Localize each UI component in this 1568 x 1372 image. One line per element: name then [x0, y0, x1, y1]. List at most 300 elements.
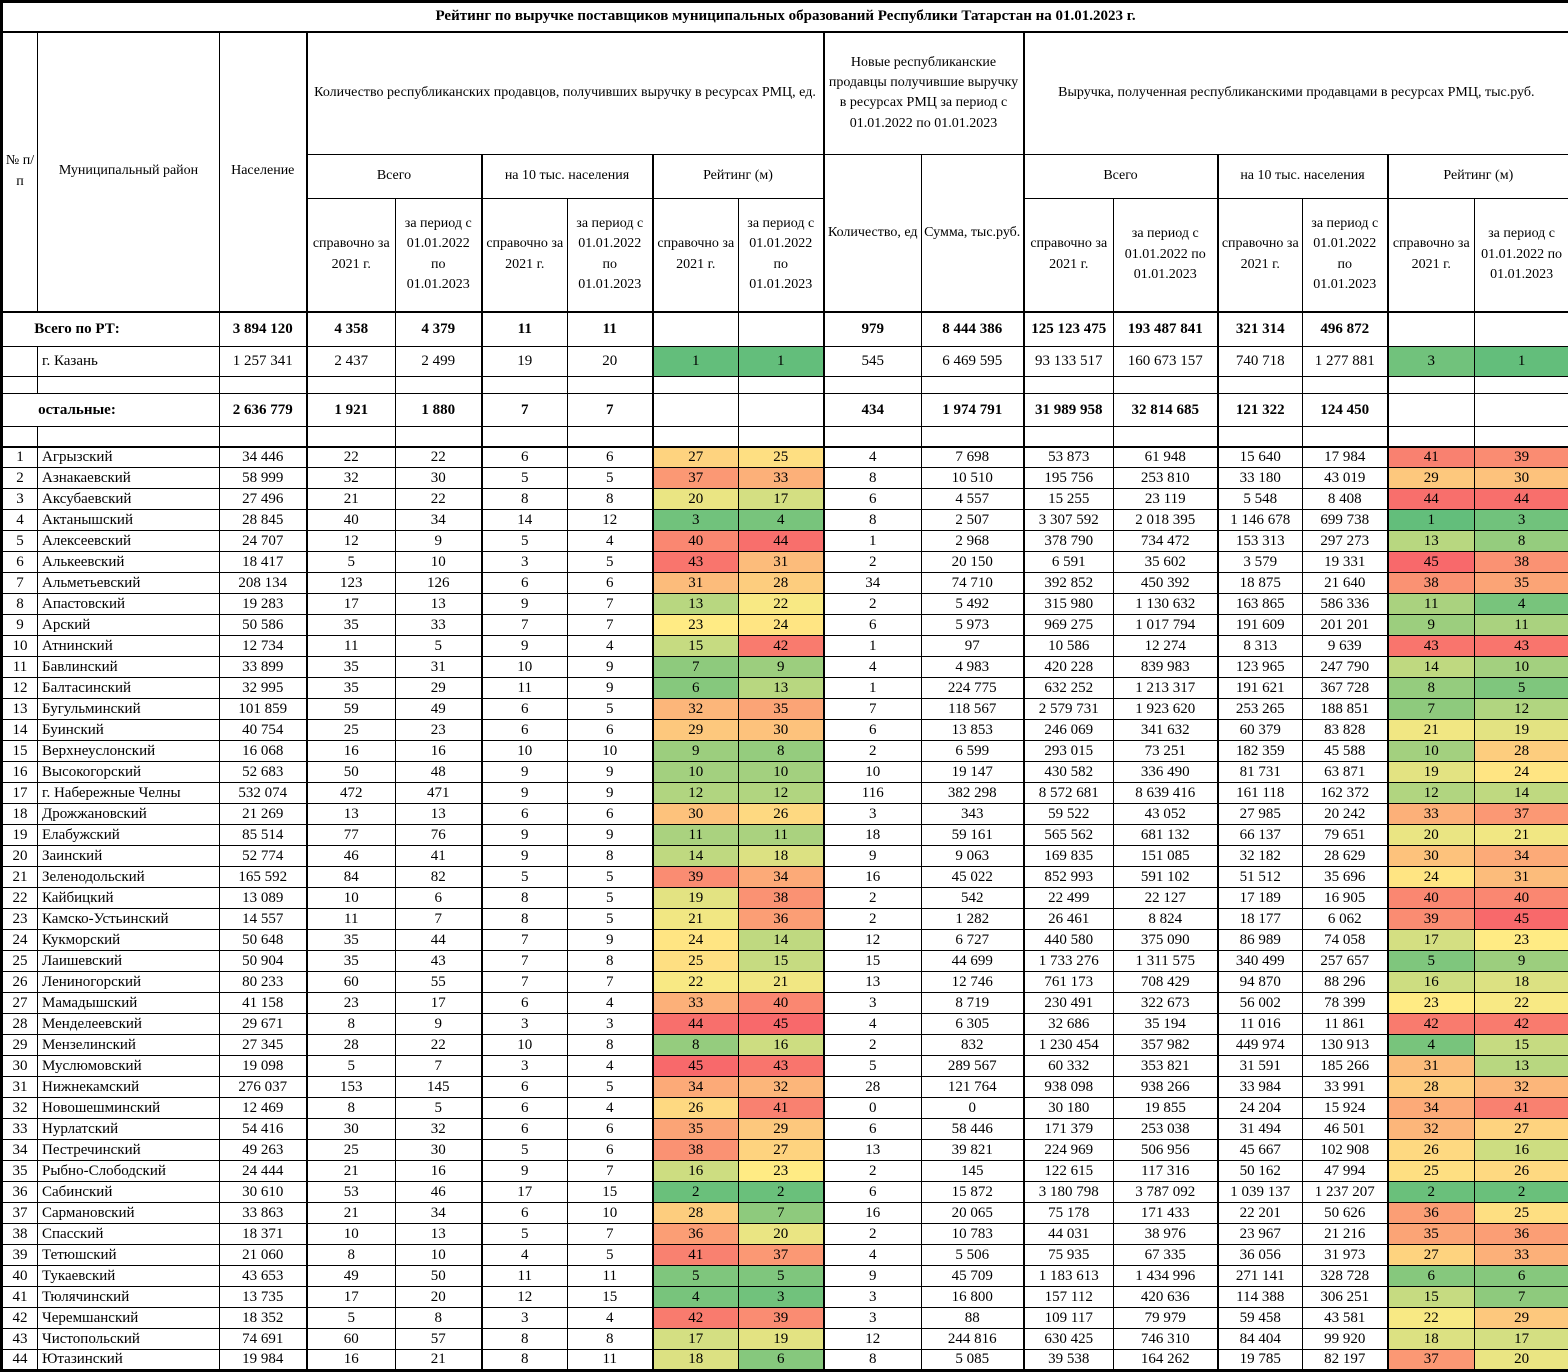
cell-per10k-period: 7 — [568, 615, 653, 636]
cell-num: 12 — [2, 678, 38, 699]
cell-total-ref: 46 — [307, 846, 396, 867]
cell-revenue10k-period: 16 905 — [1303, 888, 1388, 909]
summary-row — [2, 312, 1568, 347]
cell-per10k-ref: 5 — [482, 468, 568, 489]
cell-rating-ref — [653, 394, 739, 427]
cell-per10k-period: 8 — [568, 1329, 653, 1350]
cell-per10k-period: 5 — [568, 867, 653, 888]
cell-revenue-rating-period: 18 — [1475, 972, 1568, 993]
cell-total-period: 4 379 — [396, 312, 482, 347]
cell-revenue-rating-period: 38 — [1475, 552, 1568, 573]
cell-total-ref: 472 — [307, 783, 396, 804]
cell-revenue10k-period: 124 450 — [1303, 394, 1388, 427]
header-group-revenue: Выручка, полученная республиканскими продавцами в ресурсах РМЦ, тыс.руб. — [1024, 32, 1568, 155]
cell-revenue10k-ref: 1 146 678 — [1218, 510, 1303, 531]
cell-rating-ref: 23 — [653, 615, 739, 636]
cell-revenue-rating-ref: 1 — [1388, 510, 1475, 531]
cell-revenue-rating-period: 36 — [1475, 1224, 1568, 1245]
cell-per10k-period: 11 — [568, 1350, 653, 1371]
cell-revenue10k-period: 31 973 — [1303, 1245, 1388, 1266]
cell-revenue-rating-period — [1475, 394, 1568, 427]
cell-population: 276 037 — [220, 1077, 307, 1098]
district-row — [2, 468, 1568, 489]
cell-population: 13 735 — [220, 1287, 307, 1308]
cell-revenue-ref: 852 993 — [1024, 867, 1114, 888]
cell-new-count: 3 — [824, 1308, 922, 1329]
cell-rating-period: 17 — [739, 489, 824, 510]
cell-num: 36 — [2, 1182, 38, 1203]
cell-district: Зеленодольский — [38, 867, 220, 888]
cell-total-ref: 5 — [307, 1056, 396, 1077]
cell-rating-period: 14 — [739, 930, 824, 951]
cell-total-period: 31 — [396, 657, 482, 678]
cell-revenue-rating-period: 15 — [1475, 1035, 1568, 1056]
cell-revenue-period: 32 814 685 — [1114, 394, 1218, 427]
cell-new-sum: 45 022 — [922, 867, 1024, 888]
cell-total-ref: 10 — [307, 888, 396, 909]
cell-new-sum: 45 709 — [922, 1266, 1024, 1287]
cell-rating-period: 11 — [739, 825, 824, 846]
cell-per10k-ref: 6 — [482, 447, 568, 468]
cell-per10k-ref: 7 — [482, 951, 568, 972]
cell-revenue10k-period: 43 019 — [1303, 468, 1388, 489]
cell-per10k-period — [568, 377, 653, 394]
cell-rating-ref: 42 — [653, 1308, 739, 1329]
cell-revenue-rating-ref: 42 — [1388, 1014, 1475, 1035]
cell-total-ref: 5 — [307, 1308, 396, 1329]
cell-rating-ref: 25 — [653, 951, 739, 972]
cell-total-period: 22 — [396, 447, 482, 468]
cell-district: Сармановский — [38, 1203, 220, 1224]
cell-revenue-rating-ref: 33 — [1388, 804, 1475, 825]
cell-rating-period: 9 — [739, 657, 824, 678]
cell-rating-period: 45 — [739, 1014, 824, 1035]
cell-new-sum: 12 746 — [922, 972, 1024, 993]
cell-total-ref: 22 — [307, 447, 396, 468]
cell-num: 11 — [2, 657, 38, 678]
cell-revenue-rating-ref: 28 — [1388, 1077, 1475, 1098]
cell-revenue-period: 160 673 157 — [1114, 347, 1218, 377]
cell-total-period: 13 — [396, 804, 482, 825]
cell-num: 19 — [2, 825, 38, 846]
cell-revenue-rating-ref: 10 — [1388, 741, 1475, 762]
cell-total-period: 471 — [396, 783, 482, 804]
cell-revenue10k-period: 496 872 — [1303, 312, 1388, 347]
header-revenue-per10k: на 10 тыс. населения — [1218, 155, 1388, 199]
cell-revenue10k-period: 185 266 — [1303, 1056, 1388, 1077]
cell-revenue-period: 1 017 794 — [1114, 615, 1218, 636]
table-body — [2, 312, 1568, 1371]
cell-population: 12 469 — [220, 1098, 307, 1119]
header-count-rating: Рейтинг (м) — [653, 155, 824, 199]
district-row — [2, 993, 1568, 1014]
cell-district: Нурлатский — [38, 1119, 220, 1140]
cell-revenue-ref: 420 228 — [1024, 657, 1114, 678]
cell-revenue-period: 2 018 395 — [1114, 510, 1218, 531]
cell-new-sum: 8 719 — [922, 993, 1024, 1014]
cell-per10k-period: 4 — [568, 1098, 653, 1119]
cell-num: 28 — [2, 1014, 38, 1035]
cell-per10k-ref: 3 — [482, 1056, 568, 1077]
cell-num: 35 — [2, 1161, 38, 1182]
cell-new-count: 15 — [824, 951, 922, 972]
cell-total-ref: 35 — [307, 657, 396, 678]
summary-label: Всего по РТ: — [2, 312, 220, 347]
cell-new-sum: 832 — [922, 1035, 1024, 1056]
cell-rating-period: 33 — [739, 468, 824, 489]
district-row — [2, 762, 1568, 783]
cell-per10k-period: 6 — [568, 573, 653, 594]
cell-revenue-rating-ref: 45 — [1388, 552, 1475, 573]
header-ref-2021: справочно за 2021 г. — [482, 199, 568, 312]
header-revenue-total: Всего — [1024, 155, 1218, 199]
cell-new-count: 979 — [824, 312, 922, 347]
cell-revenue-rating-ref — [1388, 394, 1475, 427]
cell-revenue10k-ref: 33 180 — [1218, 468, 1303, 489]
cell-population: 50 648 — [220, 930, 307, 951]
header-period-2022: за период с 01.01.2022 по 01.01.2023 — [1303, 199, 1388, 312]
cell-total-ref: 12 — [307, 531, 396, 552]
cell-per10k-period: 5 — [568, 1245, 653, 1266]
cell-per10k-ref: 10 — [482, 1035, 568, 1056]
cell-district: Муслюмовский — [38, 1056, 220, 1077]
cell-revenue10k-period: 78 399 — [1303, 993, 1388, 1014]
cell-new-count: 18 — [824, 825, 922, 846]
cell-revenue-rating-ref: 36 — [1388, 1203, 1475, 1224]
cell-new-count: 5 — [824, 1056, 922, 1077]
cell-per10k-period: 5 — [568, 552, 653, 573]
cell-num: 27 — [2, 993, 38, 1014]
cell-rating-period: 36 — [739, 909, 824, 930]
cell-new-count: 2 — [824, 888, 922, 909]
cell-total-ref: 21 — [307, 1203, 396, 1224]
cell-total-period: 43 — [396, 951, 482, 972]
cell-revenue-ref: 1 733 276 — [1024, 951, 1114, 972]
cell-population: 12 734 — [220, 636, 307, 657]
cell-revenue-rating-ref: 14 — [1388, 657, 1475, 678]
cell-total-period: 82 — [396, 867, 482, 888]
cell-total-period: 145 — [396, 1077, 482, 1098]
cell-rating-ref: 44 — [653, 1014, 739, 1035]
cell-rating-period — [739, 377, 824, 394]
cell-revenue-rating-period: 35 — [1475, 573, 1568, 594]
cell-revenue-period: 61 948 — [1114, 447, 1218, 468]
cell-per10k-period: 3 — [568, 1014, 653, 1035]
cell-new-count: 1 — [824, 636, 922, 657]
cell-rating-ref: 28 — [653, 1203, 739, 1224]
cell-new-sum: 6 599 — [922, 741, 1024, 762]
cell-new-count: 8 — [824, 1350, 922, 1371]
cell-district: Аксубаевский — [38, 489, 220, 510]
cell-new-count: 1 — [824, 678, 922, 699]
cell-rating-ref: 17 — [653, 1329, 739, 1350]
cell-population: 165 592 — [220, 867, 307, 888]
cell-revenue-ref: 761 173 — [1024, 972, 1114, 993]
cell-revenue10k-ref: 19 785 — [1218, 1350, 1303, 1371]
district-row — [2, 951, 1568, 972]
cell-rating-period: 23 — [739, 1161, 824, 1182]
cell-revenue-period: 19 855 — [1114, 1098, 1218, 1119]
cell-per10k-period: 7 — [568, 1224, 653, 1245]
cell-revenue10k-period: 20 242 — [1303, 804, 1388, 825]
cell-new-count: 6 — [824, 1119, 922, 1140]
cell-population — [220, 427, 307, 447]
cell-total-ref: 32 — [307, 468, 396, 489]
cell-rating-period: 38 — [739, 888, 824, 909]
cell-rating-ref: 26 — [653, 1098, 739, 1119]
cell-district: Азнакаевский — [38, 468, 220, 489]
cell-rating-ref: 27 — [653, 447, 739, 468]
cell-new-sum: 118 567 — [922, 699, 1024, 720]
header-group-new: Новые республиканские продавцы получившие выручку в ресурсах РМЦ за период с 01.01.2022 по 01.01.2023 — [824, 32, 1024, 155]
cell-revenue-rating-period: 34 — [1475, 846, 1568, 867]
summary-label: остальные: — [2, 394, 220, 427]
cell-new-sum: 5 973 — [922, 615, 1024, 636]
cell-new-sum: 2 968 — [922, 531, 1024, 552]
cell-revenue10k-ref: 1 039 137 — [1218, 1182, 1303, 1203]
cell-revenue-rating-ref: 2 — [1388, 1182, 1475, 1203]
cell-new-sum: 10 510 — [922, 468, 1024, 489]
cell-new-count: 34 — [824, 573, 922, 594]
cell-revenue-ref — [1024, 377, 1114, 394]
cell-new-count: 10 — [824, 762, 922, 783]
cell-num: 37 — [2, 1203, 38, 1224]
cell-new-count: 1 — [824, 531, 922, 552]
cell-total-period: 55 — [396, 972, 482, 993]
cell-revenue-ref: 39 538 — [1024, 1350, 1114, 1371]
cell-revenue-rating-period: 13 — [1475, 1056, 1568, 1077]
cell-new-sum: 16 800 — [922, 1287, 1024, 1308]
cell-total-period: 10 — [396, 552, 482, 573]
district-row — [2, 930, 1568, 951]
cell-total-ref: 35 — [307, 678, 396, 699]
cell-revenue-ref: 15 255 — [1024, 489, 1114, 510]
cell-revenue-rating-period: 17 — [1475, 1329, 1568, 1350]
district-row — [2, 783, 1568, 804]
district-row — [2, 1098, 1568, 1119]
cell-new-count: 434 — [824, 394, 922, 427]
cell-revenue10k-period: 63 871 — [1303, 762, 1388, 783]
cell-rating-ref — [653, 312, 739, 347]
cell-revenue-rating-period: 19 — [1475, 720, 1568, 741]
cell-district: Тюлячинский — [38, 1287, 220, 1308]
cell-total-period: 22 — [396, 489, 482, 510]
cell-revenue-ref: 6 591 — [1024, 552, 1114, 573]
cell-revenue-ref: 378 790 — [1024, 531, 1114, 552]
cell-revenue10k-ref: 15 640 — [1218, 447, 1303, 468]
cell-revenue-rating-period: 10 — [1475, 657, 1568, 678]
cell-revenue-period: 681 132 — [1114, 825, 1218, 846]
cell-revenue10k-period: 45 588 — [1303, 741, 1388, 762]
cell-rating-ref: 37 — [653, 468, 739, 489]
cell-rating-ref: 22 — [653, 972, 739, 993]
cell-new-sum: 121 764 — [922, 1077, 1024, 1098]
cell-rating-period: 3 — [739, 1287, 824, 1308]
cell-per10k-ref: 7 — [482, 615, 568, 636]
district-row — [2, 1140, 1568, 1161]
cell-total-period: 21 — [396, 1350, 482, 1371]
cell-revenue-period: 353 821 — [1114, 1056, 1218, 1077]
cell-rating-period: 6 — [739, 1350, 824, 1371]
cell-revenue-ref: 195 756 — [1024, 468, 1114, 489]
cell-rating-period: 31 — [739, 552, 824, 573]
cell-new-count: 13 — [824, 1140, 922, 1161]
cell-num: 30 — [2, 1056, 38, 1077]
cell-revenue10k-ref: 740 718 — [1218, 347, 1303, 377]
cell-revenue-rating-ref — [1388, 427, 1475, 447]
cell-revenue-ref: 122 615 — [1024, 1161, 1114, 1182]
cell-new-sum: 0 — [922, 1098, 1024, 1119]
cell-rating-ref: 13 — [653, 594, 739, 615]
cell-per10k-ref: 6 — [482, 699, 568, 720]
cell-total-period: 48 — [396, 762, 482, 783]
cell-rating-ref: 24 — [653, 930, 739, 951]
cell-rating-ref: 45 — [653, 1056, 739, 1077]
cell-total-period: 46 — [396, 1182, 482, 1203]
cell-new-count: 6 — [824, 615, 922, 636]
cell-revenue-ref: 3 180 798 — [1024, 1182, 1114, 1203]
cell-num: 1 — [2, 447, 38, 468]
cell-total-period: 6 — [396, 888, 482, 909]
district-row — [2, 636, 1568, 657]
page-title: Рейтинг по выручке поставщиков муниципальных образований Республики Татарстан на 01.01.2023 г. — [2, 2, 1568, 32]
cell-revenue-rating-period: 28 — [1475, 741, 1568, 762]
cell-num: 34 — [2, 1140, 38, 1161]
cell-per10k-period: 20 — [568, 347, 653, 377]
cell-per10k-ref: 9 — [482, 783, 568, 804]
cell-revenue10k-ref: 31 494 — [1218, 1119, 1303, 1140]
cell-new-count: 12 — [824, 1329, 922, 1350]
cell-rating-ref: 35 — [653, 1119, 739, 1140]
cell-revenue-ref: 125 123 475 — [1024, 312, 1114, 347]
cell-new-count: 4 — [824, 1245, 922, 1266]
cell-revenue-rating-ref: 40 — [1388, 888, 1475, 909]
cell-revenue-rating-period: 26 — [1475, 1161, 1568, 1182]
cell-rating-period: 30 — [739, 720, 824, 741]
cell-revenue10k-ref: 33 984 — [1218, 1077, 1303, 1098]
cell-total-ref: 35 — [307, 951, 396, 972]
cell-revenue-rating-period: 8 — [1475, 531, 1568, 552]
cell-district: Агрызский — [38, 447, 220, 468]
cell-revenue-ref: 53 873 — [1024, 447, 1114, 468]
cell-revenue10k-period: 79 651 — [1303, 825, 1388, 846]
cell-new-sum: 15 872 — [922, 1182, 1024, 1203]
cell-revenue-rating-ref: 22 — [1388, 1308, 1475, 1329]
cell-per10k-period: 5 — [568, 909, 653, 930]
cell-num: 31 — [2, 1077, 38, 1098]
cell-total-period: 23 — [396, 720, 482, 741]
cell-per10k-ref: 9 — [482, 636, 568, 657]
cell-per10k-ref: 4 — [482, 1245, 568, 1266]
header-ref-2021: справочно за 2021 г. — [307, 199, 396, 312]
cell-revenue10k-ref: 86 989 — [1218, 930, 1303, 951]
cell-revenue-rating-period: 31 — [1475, 867, 1568, 888]
cell-revenue-ref: 632 252 — [1024, 678, 1114, 699]
cell-rating-ref: 41 — [653, 1245, 739, 1266]
cell-revenue10k-period: 17 984 — [1303, 447, 1388, 468]
cell-total-ref: 2 437 — [307, 347, 396, 377]
cell-revenue-ref: 171 379 — [1024, 1119, 1114, 1140]
cell-total-ref: 35 — [307, 615, 396, 636]
cell-revenue-rating-ref — [1388, 312, 1475, 347]
cell-revenue-rating-ref: 5 — [1388, 951, 1475, 972]
cell-revenue-period: 79 979 — [1114, 1308, 1218, 1329]
cell-rating-period — [739, 427, 824, 447]
cell-revenue10k-ref: 84 404 — [1218, 1329, 1303, 1350]
cell-population: 85 514 — [220, 825, 307, 846]
cell-per10k-period: 4 — [568, 531, 653, 552]
cell-rating-period: 29 — [739, 1119, 824, 1140]
cell-rating-ref: 6 — [653, 678, 739, 699]
cell-total-period: 1 880 — [396, 394, 482, 427]
district-row — [2, 594, 1568, 615]
cell-rating-period: 24 — [739, 615, 824, 636]
cell-total-ref: 25 — [307, 720, 396, 741]
cell-revenue-ref: 630 425 — [1024, 1329, 1114, 1350]
cell-per10k-period: 9 — [568, 762, 653, 783]
cell-revenue-period: 839 983 — [1114, 657, 1218, 678]
cell-population: 52 683 — [220, 762, 307, 783]
cell-new-count — [824, 377, 922, 394]
cell-revenue-rating-ref: 18 — [1388, 1329, 1475, 1350]
cell-population: 29 671 — [220, 1014, 307, 1035]
cell-revenue-ref: 2 579 731 — [1024, 699, 1114, 720]
cell-revenue-rating-period: 5 — [1475, 678, 1568, 699]
district-row — [2, 1266, 1568, 1287]
district-row — [2, 552, 1568, 573]
cell-rating-period: 18 — [739, 846, 824, 867]
cell-per10k-period: 9 — [568, 657, 653, 678]
cell-total-ref: 59 — [307, 699, 396, 720]
cell-district: Арский — [38, 615, 220, 636]
cell-per10k-ref: 11 — [482, 678, 568, 699]
cell-per10k-period: 9 — [568, 825, 653, 846]
cell-rating-ref: 2 — [653, 1182, 739, 1203]
cell-revenue10k-ref: 56 002 — [1218, 993, 1303, 1014]
district-row — [2, 1077, 1568, 1098]
cell-num: 20 — [2, 846, 38, 867]
cell-new-sum: 145 — [922, 1161, 1024, 1182]
cell-total-ref: 28 — [307, 1035, 396, 1056]
cell-revenue-period: 1 434 996 — [1114, 1266, 1218, 1287]
cell-rating-ref: 8 — [653, 1035, 739, 1056]
cell-rating-ref: 40 — [653, 531, 739, 552]
cell-revenue-rating-period: 20 — [1475, 1350, 1568, 1371]
cell-total-ref: 53 — [307, 1182, 396, 1203]
cell-population — [220, 377, 307, 394]
cell-revenue10k-period: 306 251 — [1303, 1287, 1388, 1308]
cell-revenue-rating-ref: 6 — [1388, 1266, 1475, 1287]
cell-revenue10k-period: 33 991 — [1303, 1077, 1388, 1098]
cell-revenue-ref: 75 178 — [1024, 1203, 1114, 1224]
cell-revenue-period — [1114, 377, 1218, 394]
cell-new-sum: 6 469 595 — [922, 347, 1024, 377]
cell-rating-ref: 12 — [653, 783, 739, 804]
cell-per10k-ref: 19 — [482, 347, 568, 377]
cell-new-sum: 44 699 — [922, 951, 1024, 972]
district-row — [2, 909, 1568, 930]
cell-revenue10k-ref: 253 265 — [1218, 699, 1303, 720]
cell-revenue-period: 420 636 — [1114, 1287, 1218, 1308]
district-row — [2, 825, 1568, 846]
title-row — [2, 2, 1568, 32]
cell-total-ref: 1 921 — [307, 394, 396, 427]
cell-revenue10k-period: 130 913 — [1303, 1035, 1388, 1056]
cell-num: 3 — [2, 489, 38, 510]
cell-population: 52 774 — [220, 846, 307, 867]
cell-rating-period: 43 — [739, 1056, 824, 1077]
cell-population: 30 610 — [220, 1182, 307, 1203]
